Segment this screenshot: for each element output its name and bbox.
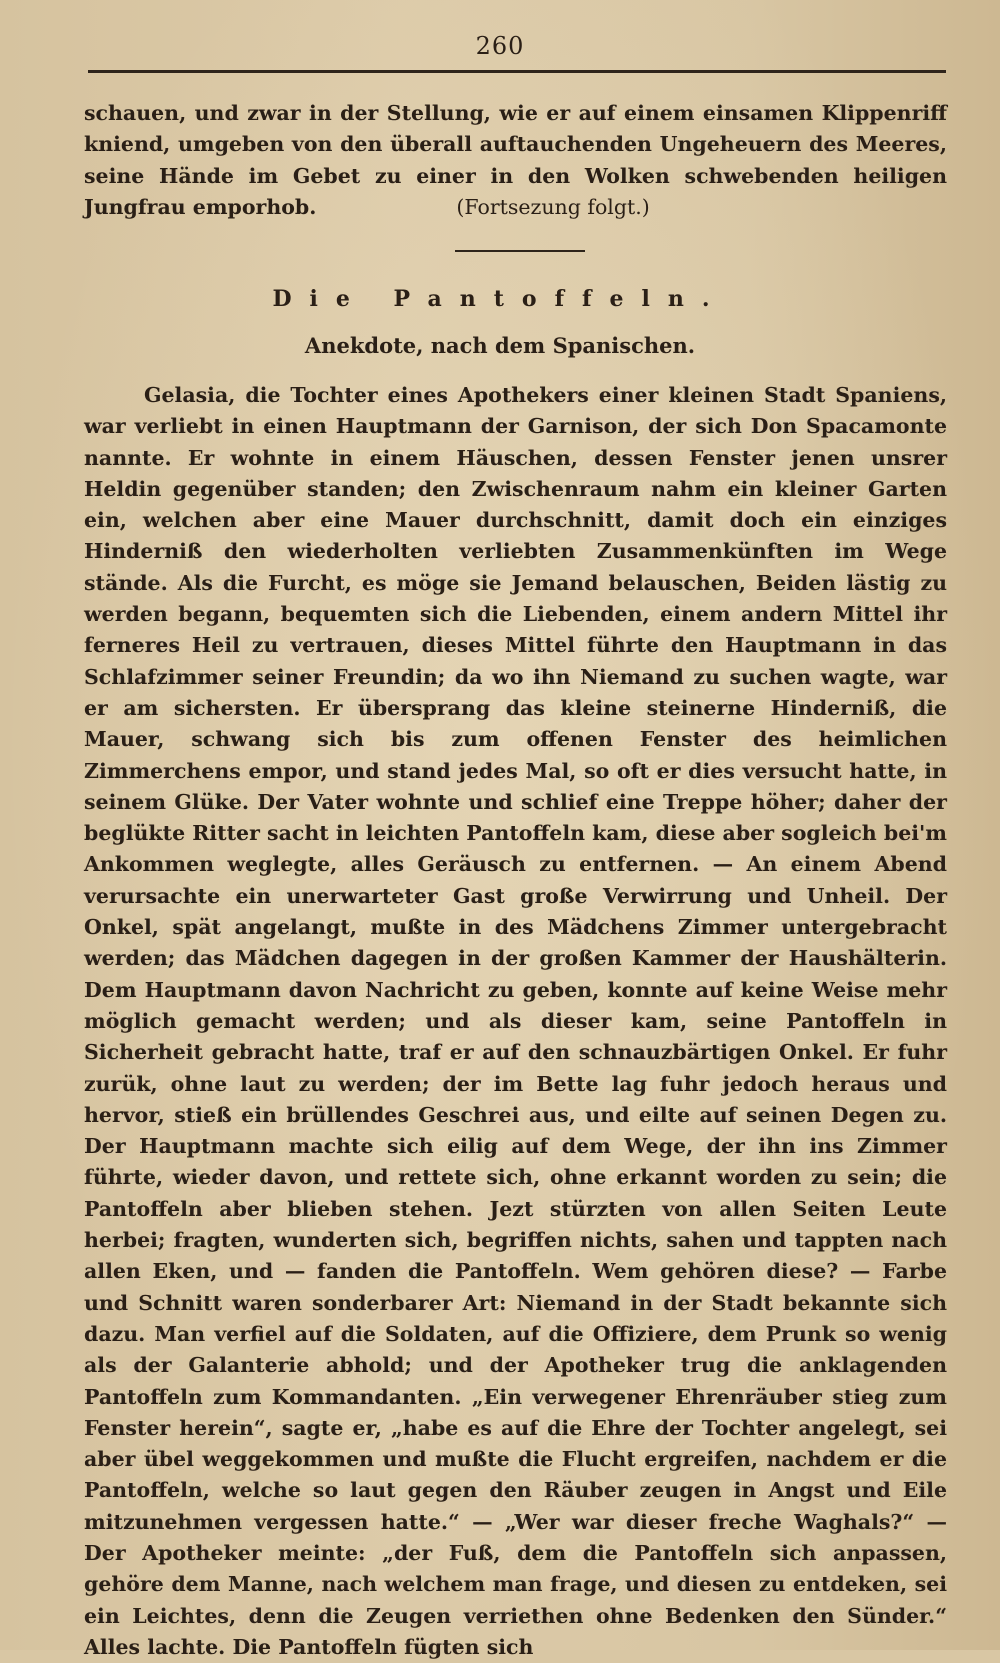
continuation-paragraph — [84, 98, 947, 223]
story-body — [84, 380, 947, 1663]
section-divider — [455, 250, 585, 252]
continuation-note: (Fortsezung folgt.) — [456, 194, 650, 219]
story-paragraph: Gelasia, die Tochter eines Apothekers einer kleinen Stadt Spaniens, war verliebt in einen Hauptmann der Garnison, der sich Don Spacamonte nannte. Er wohnte in einem Häuschen, dessen Fenster jenen unsrer Heldin gegenüber standen; den Zwischenraum nahm ein kleiner Garten ein, welchen aber eine Mauer durchschnitt, damit doch ein einziges Hinderniß den wiederholten verliebten Zusammenkünften im Wege stände. Als die Furcht, es möge sie Jemand belauschen, Beiden lästig zu werden begann, bequemten sich die Liebenden, einem andern Mittel ihr ferneres Heil zu vertrauen, dieses Mittel führte den Hauptmann in das Schlafzimmer seiner Freundin; da wo ihn Niemand zu suchen wagte, war er am sichersten. Er übersprang das kleine steinerne Hinderniß, die Mauer, schwang sich bis zum offenen Fenster des heimlichen Zimmerchens empor, und stand jedes Mal, so oft er dies versucht hatte, in seinem Glüke. Der Vater wohnte und schlief eine Treppe höher; daher der beglükte Ritter sacht in leichten Pantoffeln kam, diese aber sogleich bei'm Ankommen weglegte, alles Geräusch zu entfernen. — An einem Abend verursachte ein unerwarteter Gast große Verwirrung und Unheil. Der Onkel, spät angelangt, mußte in des Mädchens Zimmer untergebracht werden; das Mädchen dagegen in der großen Kammer der Haushälterin. Dem Hauptmann davon Nachricht zu geben, konnte auf keine Weise mehr möglich gemacht werden; und als dieser kam, seine Pantoffeln in Sicherheit gebracht hatte, traf er auf den schnauzbärtigen Onkel. Er fuhr zurük, ohne laut zu werden; der im Bette lag fuhr jedoch heraus und hervor, stieß ein brüllendes Geschrei aus, und eilte auf seinen Degen zu. Der Hauptmann machte sich eilig auf dem Wege, der ihn ins Zimmer führte, wieder davon, und rettete sich, ohne erkannt worden zu sein; die Pantoffeln aber blieben stehen. Jezt stürzten von allen Seiten Leute herbei; fragten, wunderten sich, begriffen nichts, sahen und tappten nach allen Eken, und — fanden die Pantoffeln. Wem gehören diese? — Farbe und Schnitt waren sonderbarer Art: Niemand in der Stadt bekannte sich dazu. Man verfiel auf die Soldaten, auf die Offiziere, dem Prunk so wenig als der Galanterie abhold; und der Apotheker trug die anklagenden Pantoffeln zum Kommandanten. „Ein verwegener Ehrenräuber stieg zum Fenster herein“, sagte er, „habe es auf die Ehre der Tochter angelegt, sei aber übel weggekommen und mußte die Flucht ergreifen, nachdem er die Pantoffeln, welche so laut gegen den Räuber zeugen in Angst und Eile mitzunehmen vergessen hatte.“ — „Wer war dieser freche Waghals?“ — Der Apotheker meinte: „der Fuß, dem die Pantoffeln sich anpassen, gehöre dem Manne, nach welchem man frage, und diesen zu entdeken, sei ein Leichtes, denn die Zeugen verriethen ohne Bedenken den Sünder.“ Alles lachte. Die Pantoffeln fügten sich — [84, 383, 947, 1659]
continuation-text: schauen, und zwar in der Stellung, wie er auf einem einsamen Klippenriff kniend, umgeben von den überall auftauchenden Ungeheuern des Meeres, seine Hände im Gebet zu einer in den Wolken schwebenden heiligen Jungfrau emporhob. — [84, 101, 947, 219]
header-rule — [88, 70, 946, 73]
continuation-block — [84, 98, 947, 223]
story-title: Die Pantoffeln. — [272, 286, 728, 312]
page-number: 260 — [475, 32, 525, 60]
story-subtitle: Anekdote, nach dem Spanischen. — [304, 333, 696, 358]
